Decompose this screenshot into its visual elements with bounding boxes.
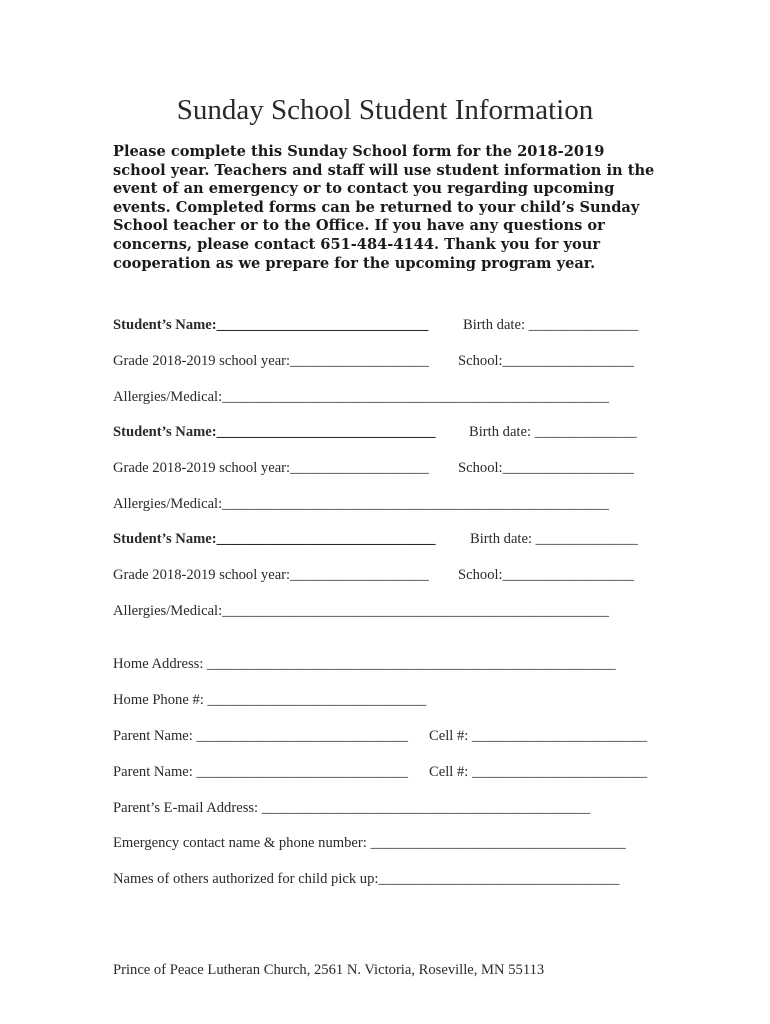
student-2-school-field[interactable]: School:__________________	[458, 460, 634, 476]
student-3-birth-date-field[interactable]: Birth date: ______________	[470, 531, 638, 547]
parent-1-cell-field[interactable]: Cell #: ________________________	[429, 728, 648, 744]
student-1-grade-field[interactable]: Grade 2018-2019 school year:___________________	[113, 353, 429, 369]
student-1-school-field[interactable]: School:__________________	[458, 353, 634, 369]
student-2-grade-field[interactable]: Grade 2018-2019 school year:___________________	[113, 460, 429, 476]
parent-1-name-field[interactable]: Parent Name: _____________________________	[113, 728, 409, 744]
student-2-name-field[interactable]: Student’s Name:______________________________	[113, 424, 436, 440]
student-1-allergies-field[interactable]: Allergies/Medical:_____________________________________________________	[113, 389, 609, 405]
home-phone-field[interactable]: Home Phone #: ______________________________	[113, 692, 427, 708]
parent-email-field[interactable]: Parent’s E-mail Address: _____________________________________________	[113, 800, 591, 816]
form-instructions: Please complete this Sunday School form for the 2018-2019 school year. Teachers and staff will use student information in the event of an emergency or to contact you regarding upcoming events. Completed forms can be returned to your child’s Sunday School teacher or to the Office. If you have any questions or concerns, please contact 651-484-4144. Thank you for your cooperation as we prepare for the upcoming program year.	[113, 143, 655, 272]
parent-2-name-field[interactable]: Parent Name: _____________________________	[113, 764, 409, 780]
student-3-name-field[interactable]: Student’s Name:______________________________	[113, 531, 436, 547]
student-1-birth-date-field[interactable]: Birth date: _______________	[463, 317, 639, 333]
emergency-contact-field[interactable]: Emergency contact name & phone number: ___________________________________	[113, 835, 626, 851]
home-address-field[interactable]: Home Address: ________________________________________________________	[113, 656, 616, 672]
student-2-birth-date-field[interactable]: Birth date: ______________	[469, 424, 637, 440]
church-address-footer: Prince of Peace Lutheran Church, 2561 N. Victoria, Roseville, MN 55113	[113, 962, 545, 978]
student-3-allergies-field[interactable]: Allergies/Medical:_____________________________________________________	[113, 603, 609, 619]
student-2-allergies-field[interactable]: Allergies/Medical:_____________________________________________________	[113, 496, 609, 512]
authorized-pickup-field[interactable]: Names of others authorized for child pick up:_________________________________	[113, 871, 620, 887]
form-title: Sunday School Student Information	[176, 94, 594, 126]
parent-2-cell-field[interactable]: Cell #: ________________________	[429, 764, 648, 780]
student-3-school-field[interactable]: School:__________________	[458, 567, 634, 583]
student-1-name-field[interactable]: Student’s Name:_____________________________	[113, 317, 429, 333]
student-3-grade-field[interactable]: Grade 2018-2019 school year:___________________	[113, 567, 429, 583]
